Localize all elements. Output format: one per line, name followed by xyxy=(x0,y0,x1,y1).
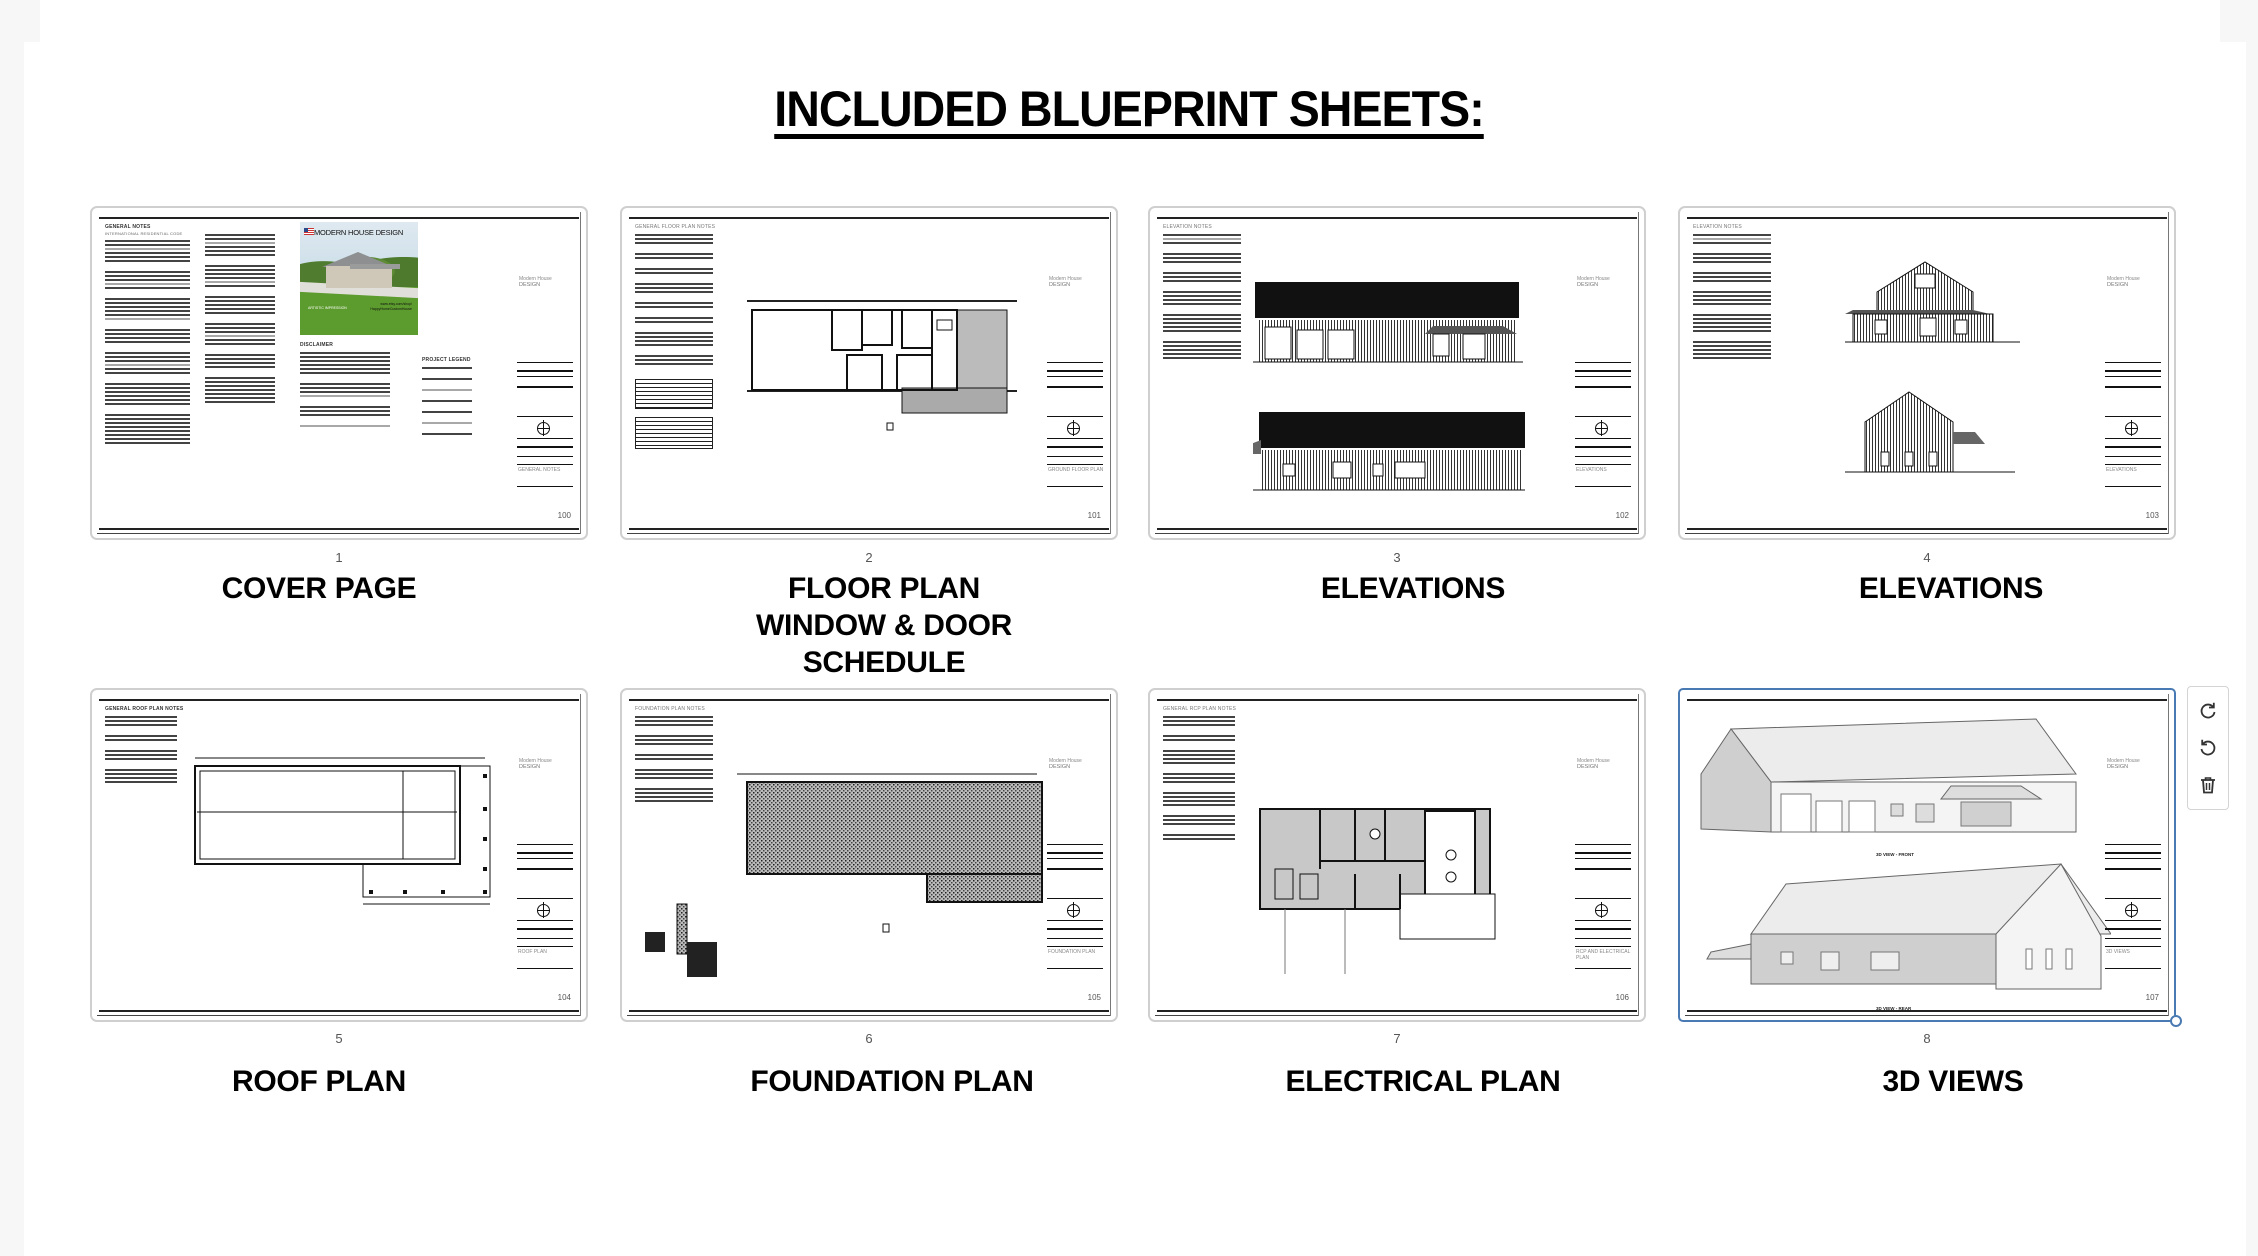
sheet-label-electrical-plan: ELECTRICAL PLAN xyxy=(1285,1065,1561,1098)
notes-heading: FOUNDATION PLAN NOTES xyxy=(635,706,705,712)
sheet-thumbnail-roof-plan[interactable] xyxy=(90,688,588,1022)
top-strip xyxy=(40,0,2220,42)
notes-heading: GENERAL RCP PLAN NOTES xyxy=(1163,706,1237,712)
rotate-clockwise-icon xyxy=(2198,701,2218,721)
sheet-thumbnail-cover-page[interactable] xyxy=(90,206,588,540)
electrical-plan-drawing xyxy=(1255,789,1565,979)
sheet-thumbnail-elevations-1[interactable] xyxy=(1148,206,1646,540)
cover-house-photo xyxy=(300,222,418,335)
sheet-label-elevations-1: ELEVATIONS xyxy=(1320,572,1506,605)
cover-link: www.etsy.com/shop/ HappyHomeCustomHouse xyxy=(370,302,412,311)
sheet-number: 107 xyxy=(2145,993,2159,1002)
delete-image-button[interactable] xyxy=(2194,771,2222,799)
foundation-plan-drawing xyxy=(637,772,1047,1012)
rotate-right-button[interactable] xyxy=(2194,697,2222,725)
sheet-thumbnail-foundation-plan[interactable] xyxy=(620,688,1118,1022)
sheet-thumbnail-elevations-2[interactable] xyxy=(1678,206,2176,540)
sheet-thumbnail-3d-views[interactable] xyxy=(1678,688,2176,1022)
image-toolbar xyxy=(2187,686,2229,810)
page-number: 8 xyxy=(1923,1031,1931,1046)
title-block: Modern House DESIGN FOUNDATION PLAN 105 xyxy=(1048,758,1101,1002)
sheet-label-roof-plan: ROOF PLAN xyxy=(232,1065,406,1098)
sheet-label-elevations-2: ELEVATIONS xyxy=(1858,572,2044,605)
notes-heading: GENERAL FLOOR PLAN NOTES xyxy=(635,224,716,230)
sheet-number: 100 xyxy=(557,511,571,520)
sheet-number: 106 xyxy=(1615,993,1629,1002)
legend-heading: PROJECT LEGEND xyxy=(422,357,471,363)
trash-icon xyxy=(2198,775,2218,795)
notes-heading: GENERAL NOTES xyxy=(105,224,151,230)
sheet-number: 105 xyxy=(1087,993,1101,1002)
page-title: INCLUDED BLUEPRINT SHEETS: xyxy=(774,81,1484,137)
cover-caption: ARTISTIC IMPRESSION xyxy=(308,306,347,310)
sheet-number: 102 xyxy=(1615,511,1629,520)
page-number: 7 xyxy=(1393,1031,1401,1046)
page-number: 6 xyxy=(865,1031,873,1046)
sheet-number: 104 xyxy=(557,993,571,1002)
3d-view-front-caption: 3D VIEW - FRONT xyxy=(1876,852,1914,857)
elevation-drawing xyxy=(1845,252,2045,492)
sheet-label-cover-page: COVER PAGE xyxy=(221,572,417,605)
rotate-counterclockwise-icon xyxy=(2198,738,2218,758)
sheet-label-3d-views: 3D VIEWS xyxy=(1882,1065,2024,1098)
rotate-left-button[interactable] xyxy=(2194,734,2222,762)
notes-heading: ELEVATION NOTES xyxy=(1163,224,1212,230)
cover-title: MODERN HOUSE DESIGN xyxy=(314,228,404,237)
title-block: Modern House DESIGN 3D VIEWS 107 xyxy=(2106,758,2159,1002)
sheet-label-floor-plan: FLOOR PLAN WINDOW & DOOR SCHEDULE xyxy=(755,572,1013,679)
notes-heading: ELEVATION NOTES xyxy=(1693,224,1742,230)
notes-heading: GENERAL ROOF PLAN NOTES xyxy=(105,706,184,712)
sheet-number: 101 xyxy=(1087,511,1101,520)
3d-views-drawing xyxy=(1691,704,2111,1014)
page-number: 4 xyxy=(1923,550,1931,565)
title-block: Modern House DESIGN GENERAL NOTES 100 xyxy=(518,276,571,520)
title-block: Modern House DESIGN ROOF PLAN 104 xyxy=(518,758,571,1002)
page-number: 5 xyxy=(335,1031,343,1046)
us-flag-icon xyxy=(304,228,314,235)
title-block: Modern House DESIGN RCP AND ELECTRICAL PLAN 106 xyxy=(1576,758,1631,1002)
title-block: Modern House DESIGN ELEVATIONS 103 xyxy=(2106,276,2159,520)
page-number: 1 xyxy=(335,550,343,565)
resize-handle[interactable] xyxy=(2170,1015,2182,1027)
page-number: 3 xyxy=(1393,550,1401,565)
sheet-thumbnail-floor-plan[interactable] xyxy=(620,206,1118,540)
sheet-thumbnail-electrical-plan[interactable] xyxy=(1148,688,1646,1022)
page-number: 2 xyxy=(865,550,873,565)
sheet-label-foundation-plan: FOUNDATION PLAN xyxy=(750,1065,1034,1098)
title-block: Modern House DESIGN GROUND FLOOR PLAN 101 xyxy=(1048,276,1104,520)
elevation-drawing xyxy=(1253,272,1563,502)
floor-plan-drawing xyxy=(737,280,1037,440)
title-block: Modern House DESIGN ELEVATIONS 102 xyxy=(1576,276,1629,520)
roof-plan-drawing xyxy=(185,752,515,912)
sheet-number: 103 xyxy=(2145,511,2159,520)
3d-view-rear-caption: 3D VIEW - REAR xyxy=(1876,1006,1912,1011)
notes-subheading: INTERNATIONAL RESIDENTIAL CODE xyxy=(105,231,183,236)
disclaimer-heading: DISCLAIMER xyxy=(300,342,334,348)
